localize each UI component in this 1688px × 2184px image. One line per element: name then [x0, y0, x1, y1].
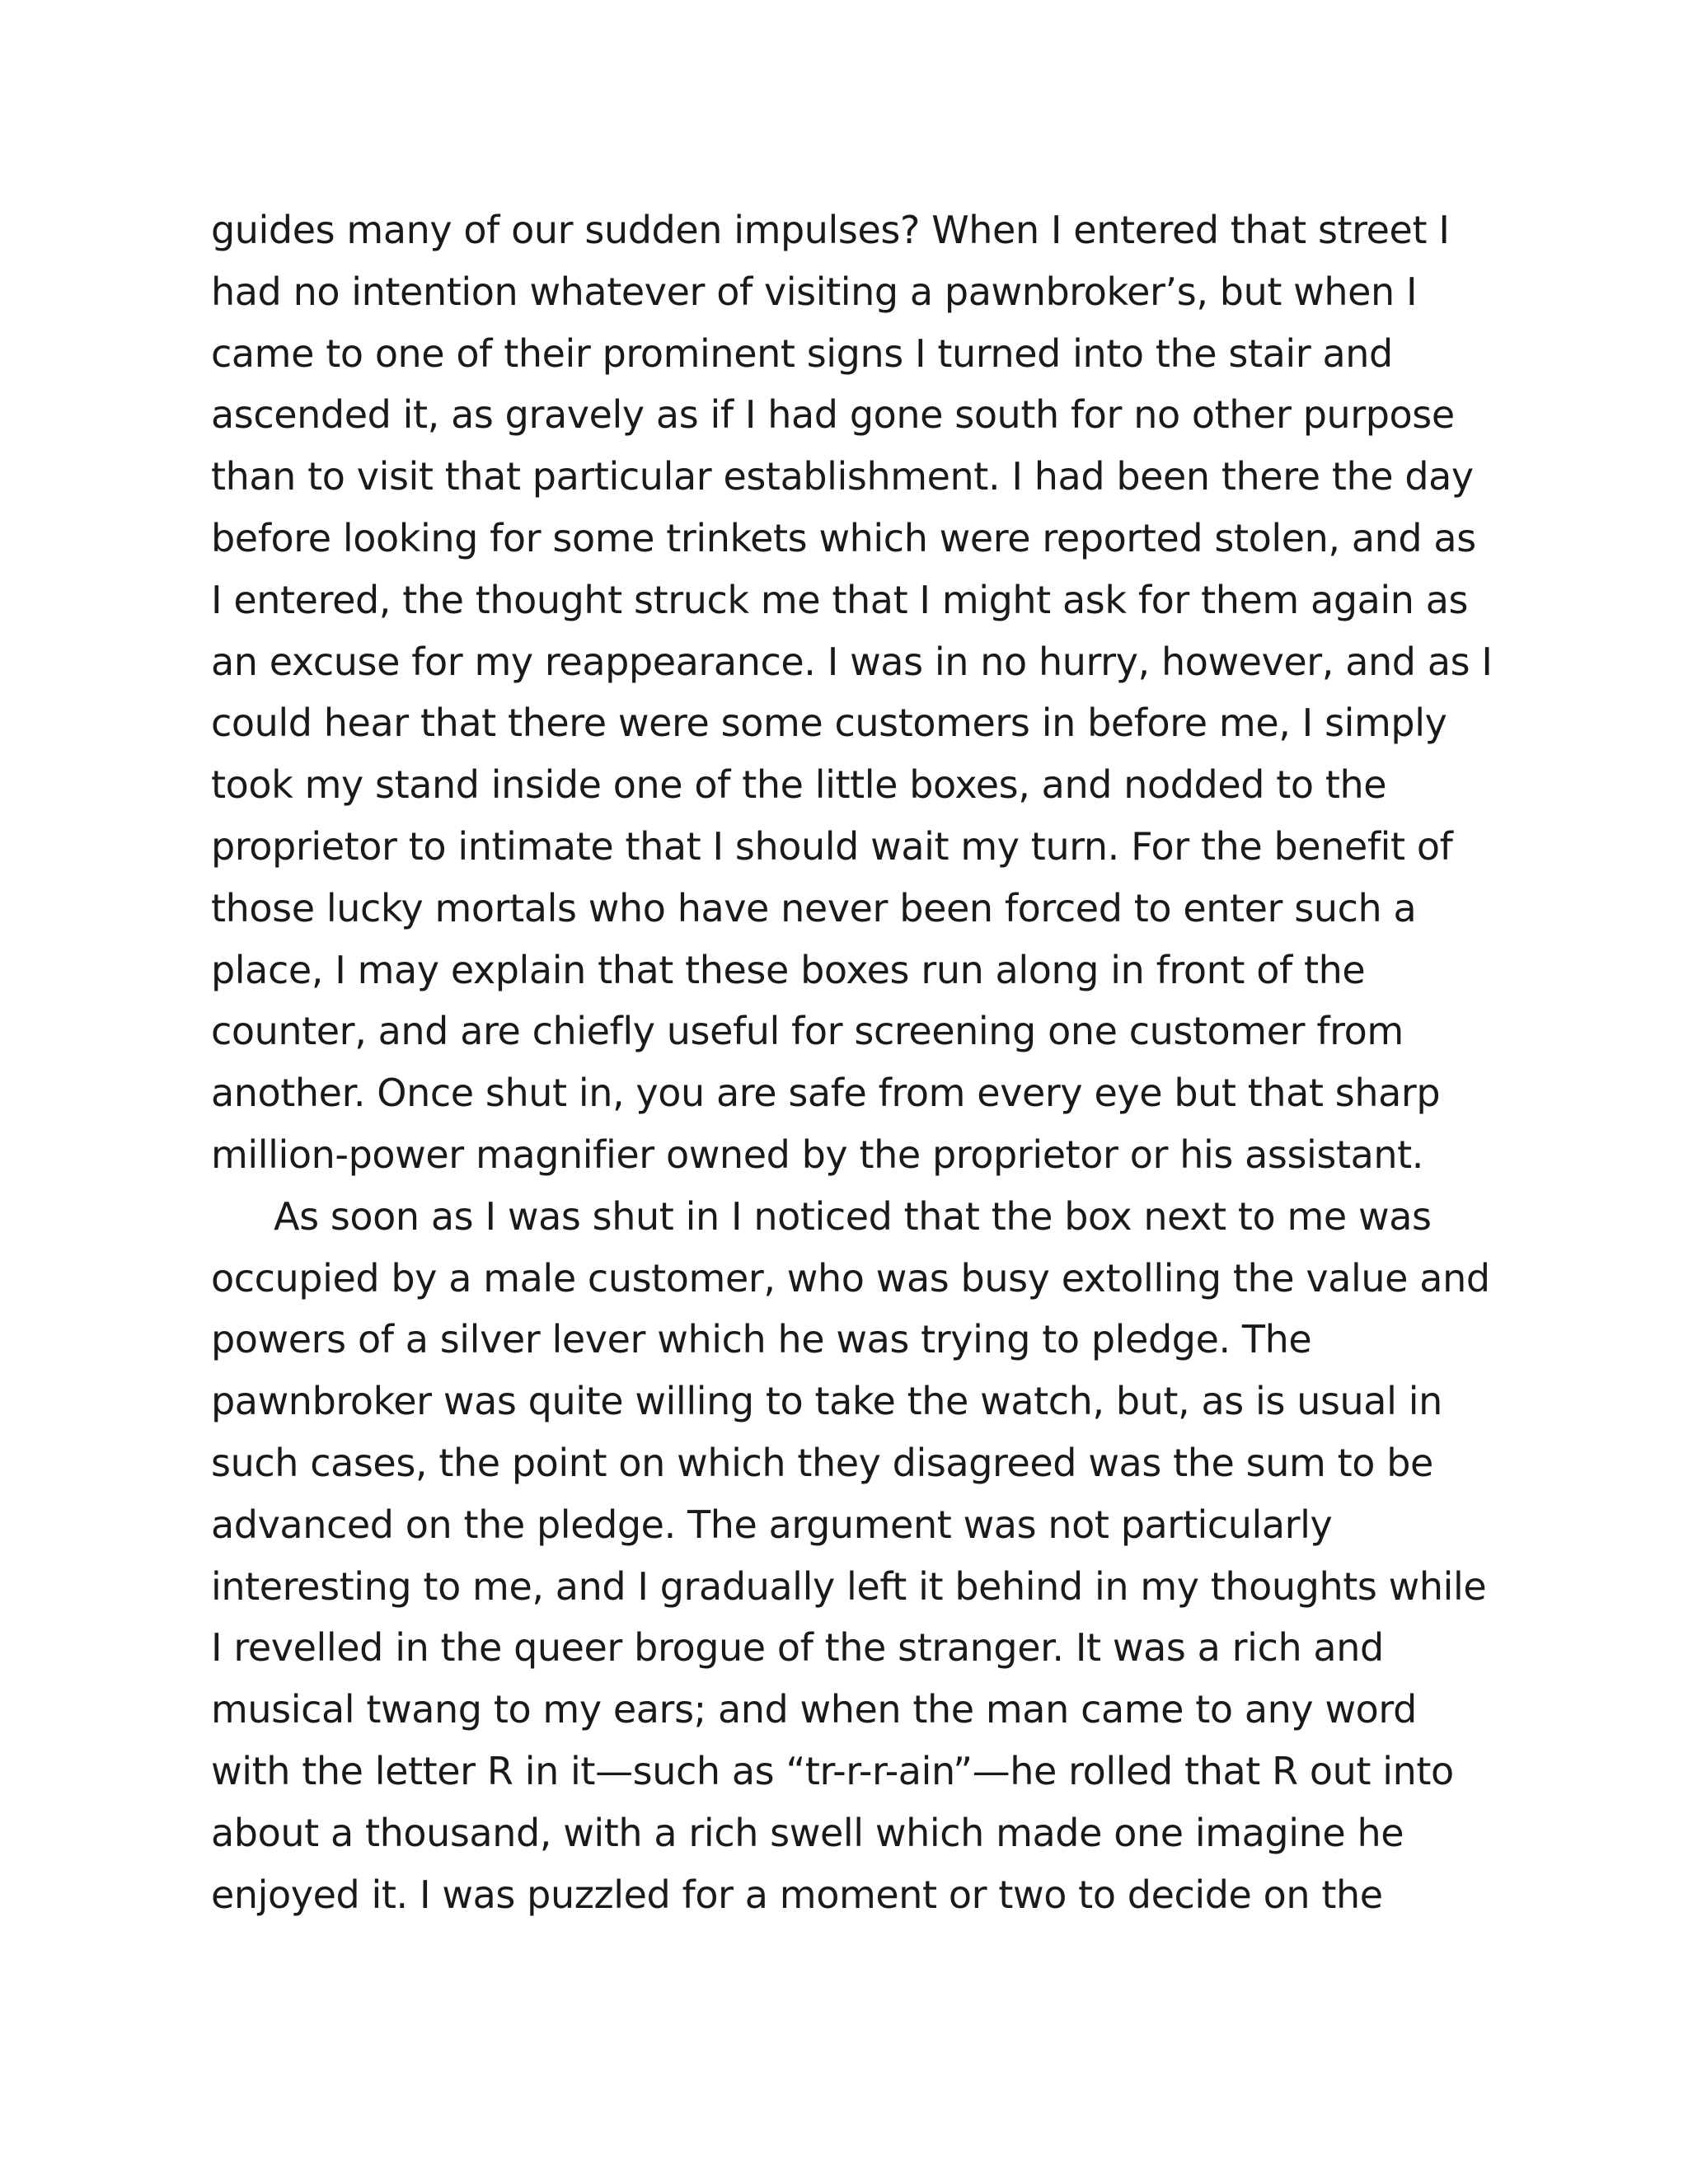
text-line: I revelled in the queer brogue of the stranger. It was a rich and: [211, 1625, 1384, 1671]
text-line: another. Once shut in, you are safe from every eye but that sharp: [211, 1071, 1441, 1116]
text-line: million-power magnifier owned by the proprietor or his assistant.: [211, 1132, 1424, 1177]
text-line: could hear that there were some customers in before me, I simply: [211, 701, 1447, 746]
text-line: musical twang to my ears; and when the man came to any word: [211, 1687, 1417, 1732]
body-text: [211, 199, 1497, 1925]
text-line: interesting to me, and I gradually left it behind in my thoughts while: [211, 1563, 1487, 1609]
text-line: I entered, the thought struck me that I might ask for them again as: [211, 577, 1469, 622]
text-line: advanced on the pledge. The argument was not particularly: [211, 1502, 1333, 1547]
text-line: guides many of our sudden impulses? When I entered that street I: [211, 208, 1450, 252]
text-line: with the letter R in it—such as “tr-r-r-ain”—he rolled that R out into: [211, 1748, 1454, 1793]
text-line: came to one of their prominent signs I turned into the stair and: [211, 330, 1393, 376]
text-line: powers of a silver lever which he was trying to pledge. The: [211, 1317, 1312, 1362]
text-line: before looking for some trinkets which were reported stolen, and as: [211, 515, 1476, 560]
text-line: ascended it, as gravely as if I had gone south for no other purpose: [211, 392, 1455, 438]
text-line: occupied by a male customer, who was busy extolling the value and: [211, 1255, 1490, 1301]
text-line: pawnbroker was quite willing to take the watch, but, as is usual in: [211, 1379, 1442, 1424]
text-line: an excuse for my reappearance. I was in no hurry, however, and as I: [211, 639, 1493, 684]
text-line: about a thousand, with a rich swell which made one imagine he: [211, 1810, 1404, 1855]
text-line: than to visit that particular establishment. I had been there the day: [211, 454, 1474, 499]
text-line: those lucky mortals who have never been forced to enter such a: [211, 885, 1417, 930]
text-line: counter, and are chiefly useful for screening one customer from: [211, 1009, 1404, 1054]
text-line: enjoyed it. I was puzzled for a moment or two to decide on the: [211, 1872, 1383, 1917]
paragraph-start-line: As soon as I was shut in I noticed that the box next to me was: [274, 1193, 1432, 1239]
text-line: had no intention whatever of visiting a pawnbroker’s, but when I: [211, 269, 1418, 314]
text-line: place, I may explain that these boxes run along in front of the: [211, 947, 1366, 992]
text-line: such cases, the point on which they disagreed was the sum to be: [211, 1440, 1433, 1485]
text-line: proprietor to intimate that I should wait my turn. For the benefit of: [211, 823, 1453, 869]
text-line: took my stand inside one of the little boxes, and nodded to the: [211, 762, 1387, 808]
